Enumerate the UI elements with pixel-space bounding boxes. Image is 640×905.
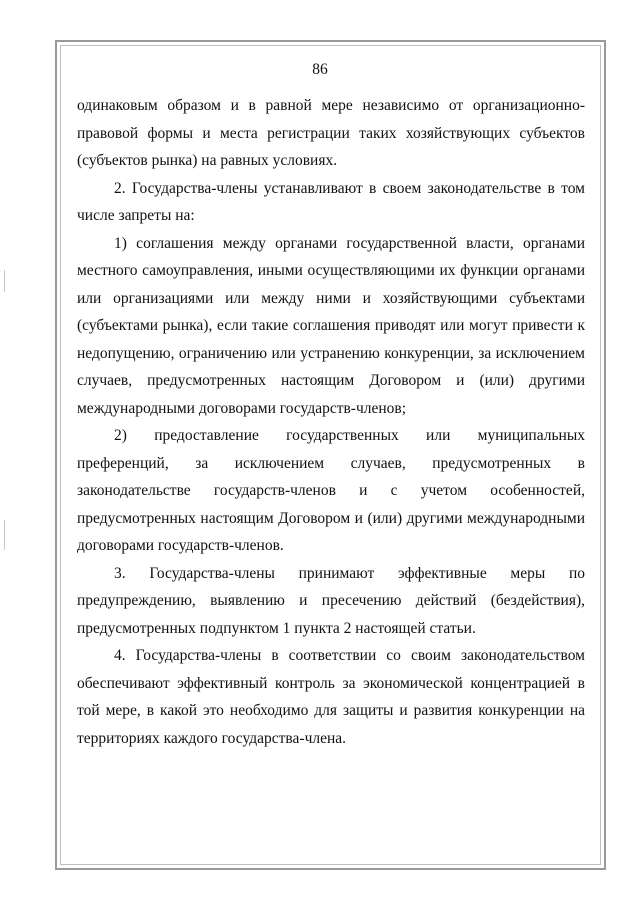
paragraph-item-3: 3. Государства-члены принимают эффективные меры по предупреждению, выявлению и пресечению действий (бездействия), предусмотренных подпунктом 1 пункта 2 настоящей статьи. <box>77 564 585 637</box>
scan-artifact <box>4 270 5 292</box>
page-number: 86 <box>312 61 328 78</box>
document-body <box>77 92 585 752</box>
paragraph-item-2: 2. Государства-члены устанавливают в своем законодательстве в том числе запреты на: <box>77 179 585 224</box>
paragraph-continuation: одинаковым образом и в равной мере независимо от организационно-правовой формы и места регистрации таких хозяйствующих субъектов (субъектов рынка) на равных условиях. <box>77 97 585 169</box>
paragraph-subitem-1: 1) соглашения между органами государственной власти, органами местного самоуправления, иными осуществляющими их функции органами или организациями или между ними и хозяйствующими субъектами (субъектами рынка), если такие соглашения приводят или могут привести к недопущению, ограничению или устранению конкуренции, за исключением случаев, предусмотренных настоящим Договором и (или) другими международными договорами государств-членов; <box>77 234 585 417</box>
paragraph-subitem-2: 2) предоставление государственных или муниципальных преференций, за исключением случаев, предусмотренных в законодательстве государств-членов и с учетом особенностей, предусмотренных настоящим Договором и (или) другими международными договорами государств-членов. <box>77 427 585 554</box>
scan-artifact <box>4 520 5 550</box>
paragraph-item-4: 4. Государства-члены в соответствии со своим законодательством обеспечивают эффективный контроль за экономической концентрацией в той мере, в какой это необходимо для защиты и развития конкуренции на территориях каждого государства-члена. <box>77 647 585 747</box>
